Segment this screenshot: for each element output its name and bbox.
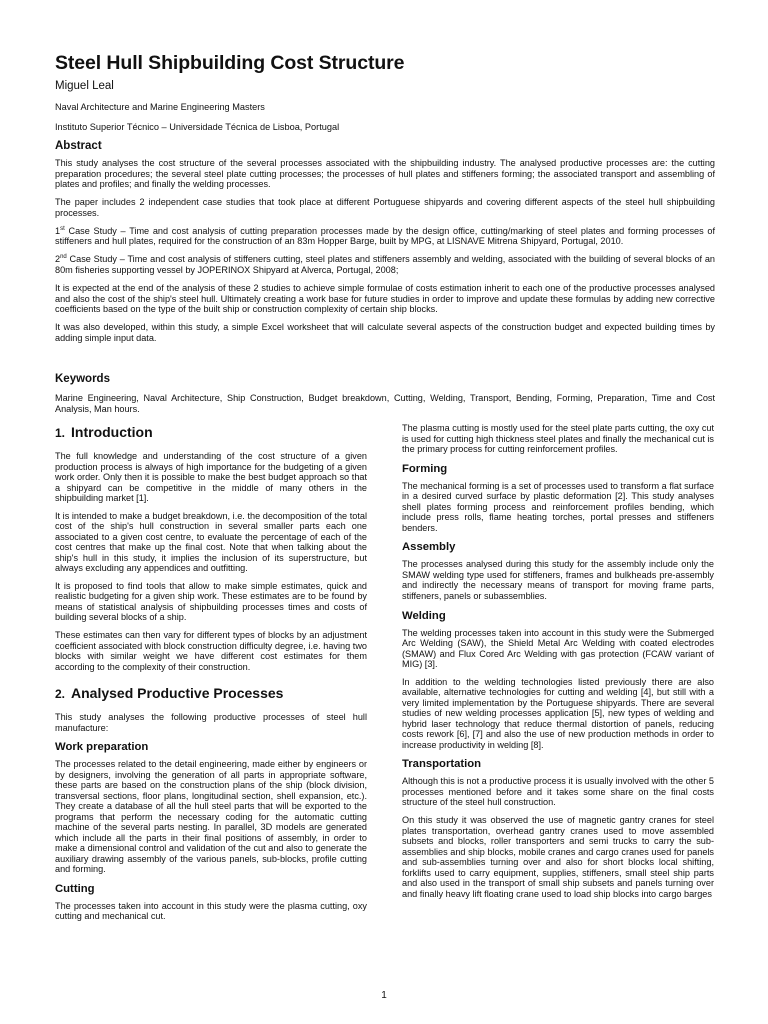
case-study-1 [55, 226, 715, 247]
section-number: 1. [55, 426, 66, 440]
case-study-text: Case Study – Time and cost analysis of cutting preparation processes made by the design office, cutting/marking of steel plates and forming processes of stiffeners and hull plates, required for the construction of an 83m Hopper Barge, built by MPG, at LISNAVE Mitrena Shipyard, Portugal, 2010. [55, 225, 715, 247]
affiliation-institution: Instituto Superior Técnico – Universidade Técnica de Lisboa, Portugal [55, 122, 340, 132]
ordinal-suffix: nd [60, 254, 67, 261]
section-title: Analysed Productive Processes [71, 685, 284, 702]
right-column [402, 423, 714, 906]
transportation-paragraph: On this study it was observed the use of magnetic gantry cranes for steel plates transportation, overhead gantry cranes used to move assembled subsets and blocks, roller transporters and semi trucks to carry the sub-assemblies and ship blocks, mobile cranes and cargo cranes used for panels and sub-assemblies turning over and also for short blocks local shifting, forklifts used to carry equipment, supplies, stiffeners, small steel ship parts and also used in the transport of small ship subsets and panels turning over and finally heavy lift floating crane used to load ship blocks into cargo barges [402, 815, 714, 899]
section-number: 2. [55, 687, 66, 702]
intro-paragraph: It is intended to make a budget breakdown, i.e. the decomposition of the total cost of the ship's hull construction in several smaller parts each one associated to a given cost centre, to evaluate the percentage of each of the cost centres that make up the final cost. Note that when talking about the ship's hull in this study, it implies the inclusion of its superstructure, but always excluding any appendices and outfitting. [55, 510, 367, 574]
abstract-paragraph: It is expected at the end of the analysis of these 2 studies to achieve simple formulae of costs estimation inherit to each one of the productive processes analysed and also the cost of the ship's steel hull. Ultimately creating a work base for future studies in order to improve and update these formulas by adding new corrective coefficients based on the type of the built ship or construction complexity of certain ship blocks. [55, 282, 715, 315]
intro-paragraph: The full knowledge and understanding of the cost structure of a given production process is always of high importance for the budgeting of a given work order. Only then it is possible to make the best budget approach so that a shipyard can be competitive in the middle of many others in the shipbuilding market [1]. [55, 451, 367, 503]
abstract-heading: Abstract [55, 140, 102, 152]
welding-paragraph: The welding processes taken into account in this study were the Submerged Arc Welding (SAW), the Shield Metal Arc Welding with coated electrodes (SMAW) and Flux Cored Arc Welding with gas protection (FCAW variant of MIG) [3]. [402, 627, 714, 670]
case-study-2 [55, 254, 715, 275]
cutting-heading: Cutting [55, 882, 95, 895]
case-study-text: Case Study – Time and cost analysis of stiffeners cutting, steel plates and stiffeners assembly and welding, associated with the building of several blocks of an 80m fisheries supporting vessel by JOPERINOX Shipyard at Alverca, Portugal, 2008; [55, 254, 715, 275]
keywords-body [55, 393, 715, 422]
paper-title: Steel Hull Shipbuilding Cost Structure [55, 52, 405, 74]
case-study-number: 1 [55, 225, 61, 236]
abstract-paragraph: It was also developed, within this study, a simple Excel worksheet that will calculate several aspects of the construction budget and expected building times by adding simple input data. [55, 322, 715, 343]
section-paragraph: This study analyses the following productive processes of steel hull manufacture: [55, 712, 367, 733]
abstract-paragraph: This study analyses the cost structure of the several processes associated with the shipbuilding industry. The analysed productive processes are: the cutting preparation procedures; the several steel plate cutting processes; the processes of hull plates and stiffeners forming; the associated transport and assembling of plates and profiles; and finally the welding processes. [55, 158, 715, 190]
case-study-number: 2 [55, 254, 61, 265]
assembly-paragraph: The processes analysed during this study for the assembly include only the SMAW welding type used for stiffeners, frames and bulkheads pre-assembly and indirectly the necessary means of transport for moving frame parts, stiffeners, panels or subassemblies. [402, 559, 714, 601]
abstract-paragraph: The paper includes 2 independent case studies that took place at different Portuguese shipyards and covering different aspects of the steel hull shipbuilding processes. [55, 197, 715, 218]
section-processes-heading [55, 684, 367, 703]
intro-paragraph: It is proposed to find tools that allow to make simple estimates, quick and realistic budgeting for a given ship work. These estimates are to be found by means of statistical analysis of shipbuilding processes times and costs of building several blocks of a ship. [55, 580, 367, 623]
transportation-paragraph: Although this is not a productive process it is usually involved with the other 5 processes mentioned before and it takes some share on the final costs structure of the steel hull construction. [402, 776, 714, 808]
forming-heading: Forming [402, 462, 448, 475]
forming-paragraph: The mechanical forming is a set of processes used to transform a flat surface in a desired curved surface by plastic deformation [2]. This study analyses shell plates forming process and reinforcement profiles bending, which include press rolls, flame heating torches, portal presses and stiffeners benders. [402, 480, 714, 533]
welding-heading: Welding [402, 609, 446, 622]
author-name: Miguel Leal [55, 80, 114, 92]
cutting-continued-paragraph: The plasma cutting is mostly used for the steel plate parts cutting, the oxy cut is used for cutting high thickness steel plates and finally the mechanical cut is the primary process for cutting reinforcement profiles. [402, 423, 714, 454]
section-title: Introduction [71, 424, 153, 440]
section-introduction-heading [55, 423, 367, 442]
left-column [55, 423, 367, 929]
keywords-text: Marine Engineering, Naval Architecture, Ship Construction, Budget breakdown, Cutting, Welding, Transport, Bending, Forming, Preparation, Time and Cost Analysis, Man hours. [55, 393, 715, 414]
page-number: 1 [381, 990, 387, 1001]
intro-paragraph: These estimates can then vary for different types of blocks by an adjustment coefficient associated with block construction difficulty degree, i.e. having two blocks with similar weight we have different cost estimates for them according to the complexity of their construction. [55, 630, 367, 672]
cutting-paragraph: The processes taken into account in this study were the plasma cutting, oxy cutting and mechanical cut. [55, 900, 367, 922]
abstract-body [55, 158, 715, 351]
assembly-heading: Assembly [402, 541, 456, 554]
transportation-heading: Transportation [402, 758, 482, 771]
keywords-heading: Keywords [55, 373, 110, 385]
affiliation-program: Naval Architecture and Marine Engineering Masters [55, 102, 265, 112]
work-preparation-paragraph: The processes related to the detail engineering, made either by engineers or by designers, involving the generation of all parts in appropriate software, these parts are based on the construction plans of the ship (block division, transversal sections, floor plans, longitudinal section, shell expansion, etc.). They create a database of all the hull steel parts that will be exported to the programs that perform the necessary coding for the automatic cutting machine of the several parts nesting. In parallel, 3D models are generated which include all the parts in their final positions of assembly, in order to make a dimensional control and validation of the cut and also to generate the auxiliary drawing assembly of the various panels, sub-blocks, profile cutting and forming. [55, 759, 367, 875]
welding-paragraph: In addition to the welding technologies listed previously there are also available, alternative technologies for cutting and welding [4], but still with a very limited implementation by the Portuguese shipyards. There are several studies of new welding processes application [5], new types of welding and hybrid laser technology that reduce thermal distortion of panels, reducing costs rework [6], [7] and also the use of new production methods in order to increase productivity in welding [8]. [402, 676, 714, 750]
ordinal-suffix: st [60, 225, 65, 232]
work-preparation-heading: Work preparation [55, 741, 149, 754]
